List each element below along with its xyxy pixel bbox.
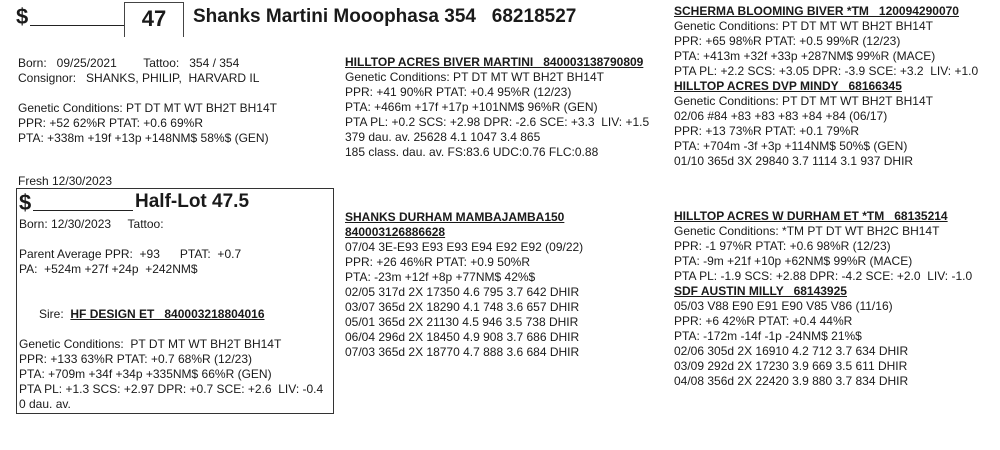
born-line: Born: 09/25/2021 Tattoo: 354 / 354 [18, 56, 240, 70]
dam-line: PPR: +26 46%R PTAT: +0.9 50%R [345, 255, 530, 269]
half-lot-sire-ppr: PPR: +133 63%R PTAT: +0.7 68%R (12/23) [19, 352, 253, 366]
sire-dam-line: 02/06 #84 +83 +83 +83 +84 +84 (06/17) [674, 109, 888, 123]
sire-dam-line: 01/10 365d 3X 29840 3.7 1114 3.1 937 DHIR [674, 154, 914, 168]
lot-number: 47 [141, 6, 167, 31]
sire-sire-line: PPR: +65 98%R PTAT: +0.5 99%R (12/23) [674, 34, 901, 48]
sire-sire-heading: SCHERMA BLOOMING BIVER *TM 120094290070 [674, 4, 959, 18]
dam-dam-line: 02/06 305d 2X 16910 4.2 712 3.7 634 DHIR [674, 344, 909, 358]
sire-dam-line: PPR: +13 73%R PTAT: +0.1 79%R [674, 124, 859, 138]
sire-dam-heading: HILLTOP ACRES DVP MINDY 68166345 [674, 79, 902, 93]
ppr-line: PPR: +52 62%R PTAT: +0.6 69%R [18, 116, 203, 130]
sire-line: PPR: +41 90%R PTAT: +0.4 95%R (12/23) [345, 85, 572, 99]
price-dollar-sign: $ [16, 4, 29, 29]
dam-heading: SHANKS DURHAM MAMBAJAMBA150 [345, 210, 565, 224]
half-lot-dollar-sign: $ [19, 190, 32, 215]
dam-sire-line: PTA: -9m +21f +10p +62NM$ 99%R (MACE) [674, 254, 913, 268]
dam-dam-line: 03/09 292d 2X 17230 3.9 669 3.5 611 DHIR [674, 359, 908, 373]
half-lot-details [19, 217, 323, 412]
parent-average: Parent Average PPR: +93 PTAT: +0.7 [19, 247, 242, 261]
sire-sire-line: PTA PL: +2.2 SCS: +3.05 DPR: -3.9 SCE: +3.2 LIV: +1.0 [674, 64, 979, 78]
sire-line: Genetic Conditions: PT DT MT WT BH2T BH14T [345, 70, 604, 84]
half-lot-sire-line [19, 292, 323, 337]
lot-number-box [124, 2, 184, 37]
dam-dam-line: PPR: +6 42%R PTAT: +0.4 44%R [674, 314, 853, 328]
dam-sire-line: Genetic Conditions: *TM PT DT WT BH2C BH14T [674, 224, 940, 238]
half-lot-sire-name: HF DESIGN ET 840003218804016 [70, 307, 265, 321]
dam-block [345, 210, 583, 360]
consignor-line: Consignor: SHANKS, PHILIP, HARVARD IL [18, 71, 260, 85]
dam-dam-line: 04/08 356d 2X 22420 3.9 880 3.7 834 DHIR [674, 374, 909, 388]
sire-line: 379 dau. av. 25628 4.1 1047 3.4 865 [345, 130, 541, 144]
sire-dam-line: Genetic Conditions: PT DT MT WT BH2T BH14T [674, 94, 933, 108]
dam-line: PTA: -23m +12f +8p +77NM$ 42%$ [345, 270, 536, 284]
sire-line: 185 class. dau. av. FS:83.6 UDC:0.76 FLC:0.88 [345, 145, 599, 159]
dam-line: 07/03 365d 2X 18770 4.7 888 3.6 684 DHIR [345, 345, 580, 359]
pta-line: PTA: +338m +19f +13p +148NM$ 58%$ (GEN) [18, 131, 269, 145]
half-lot-sire-pta: PTA: +709m +34f +34p +335NM$ 66%R (GEN) [19, 367, 272, 381]
dam-line: 06/04 296d 2X 18450 4.9 908 3.7 686 DHIR [345, 330, 580, 344]
half-lot-sire-genetic: Genetic Conditions: PT DT MT WT BH2T BH14T [19, 337, 282, 351]
sire-line: PTA PL: +0.2 SCS: +2.98 DPR: -2.6 SCE: +3.3 LIV: +1.5 [345, 115, 650, 129]
half-lot-sire-daughters: 0 dau. av. [19, 397, 71, 411]
dam-sire-line: PTA PL: -1.9 SCS: +2.88 DPR: -4.2 SCE: +2.0 LIV: -1.0 [674, 269, 973, 283]
price-blank-line [30, 25, 125, 26]
sire-heading: HILLTOP ACRES BIVER MARTINI 840003138790809 [345, 55, 644, 69]
dam-line: 05/01 365d 2X 21130 4.5 946 3.5 738 DHIR [345, 315, 579, 329]
dam-dam-line: 05/03 V88 E90 E91 E90 V85 V86 (11/16) [674, 299, 893, 313]
dam-line: 02/05 317d 2X 17350 4.6 795 3.7 642 DHIR [345, 285, 580, 299]
genetic-conditions: Genetic Conditions: PT DT MT WT BH2T BH14T [18, 101, 277, 115]
dam-dam-line: PTA: -172m -14f -1p -24NM$ 21%$ [674, 329, 862, 343]
sire-label: Sire: [39, 307, 64, 321]
half-lot-price-line [33, 210, 133, 211]
dam-dam-heading: SDF AUSTIN MILLY 68143925 [674, 284, 847, 298]
sire-sire-line: Genetic Conditions: PT DT MT WT BH2T BH14T [674, 19, 933, 33]
half-lot-born: Born: 12/30/2023 Tattoo: [19, 217, 164, 231]
animal-title: Shanks Martini Mooophasa 354 68218527 [193, 6, 577, 27]
pa-line: PA: +524m +27f +24p +242NM$ [19, 262, 198, 276]
sire-block [345, 55, 649, 160]
sire-sire-block [674, 4, 978, 169]
dam-sire-heading: HILLTOP ACRES W DURHAM ET *TM 68135214 [674, 209, 948, 223]
dam-sire-block [674, 209, 972, 389]
sire-line: PTA: +466m +17f +17p +101NM$ 96%R (GEN) [345, 100, 598, 114]
fresh-date: Fresh 12/30/2023 [18, 174, 113, 188]
dam-registration: 840003126886628 [345, 225, 446, 239]
half-lot-box [16, 188, 334, 414]
sire-sire-line: PTA: +413m +32f +33p +287NM$ 99%R (MACE) [674, 49, 936, 63]
dam-line: 03/07 365d 2X 18290 4.1 748 3.6 657 DHIR [345, 300, 580, 314]
animal-info [18, 56, 277, 146]
half-lot-sire-pta-pl: PTA PL: +1.3 SCS: +2.97 DPR: +0.7 SCE: +2.6 LIV: -0.4 [19, 382, 324, 396]
sire-dam-line: PTA: +704m -3f +3p +114NM$ 50%$ (GEN) [674, 139, 908, 153]
dam-line: 07/04 3E-E93 E93 E93 E94 E92 E92 (09/22) [345, 240, 584, 254]
half-lot-title: Half-Lot 47.5 [135, 191, 250, 212]
dam-sire-line: PPR: -1 97%R PTAT: +0.6 98%R (12/23) [674, 239, 891, 253]
